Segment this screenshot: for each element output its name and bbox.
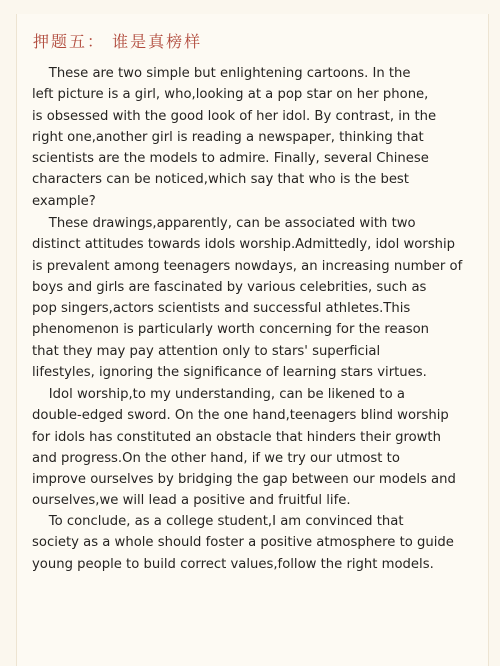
essay-paragraph-1: These are two simple but enlightening cartoons. In the left picture is a girl, who,looking at a pop star on her phone, is obsessed with the good look of her idol. By contrast, in the right one,another girl is reading a newspaper, thinking that scientists are the models to admire. Finally, several Chinese characters can be noticed,which say that who is the best example?: [32, 66, 437, 209]
essay-paragraph-4: To conclude, as a college student,I am convinced that society as a whole should foster a positive atmosphere to guide young people to build correct values,follow the right models.: [32, 514, 454, 572]
essay-paragraph-2: These drawings,apparently, can be associated with two distinct attitudes towards idols worship.Admittedly, idol worship is prevalent among teenagers nowdays, an increasing number of boys and girls are fascinated by various celebrities, such as pop singers,actors scientists and successful athletes.This phenomenon is particularly worth concerning for the reason that they may pay attention only to stars' superficial lifestyles, ignoring the significance of learning stars virtues.: [32, 216, 463, 381]
essay-title: 押题五： 谁是真榜样: [33, 32, 203, 51]
essay-paragraph-3: Idol worship,to my understanding, can be likened to a double-edged sword. On the one hand,teenagers blind worship for idols has constituted an obstacle that hinders their growth and progress.On the other hand, if we try our utmost to improve ourselves by bridging the gap between our models and ourselves,we will lead a positive and fruitful life.: [32, 387, 456, 509]
